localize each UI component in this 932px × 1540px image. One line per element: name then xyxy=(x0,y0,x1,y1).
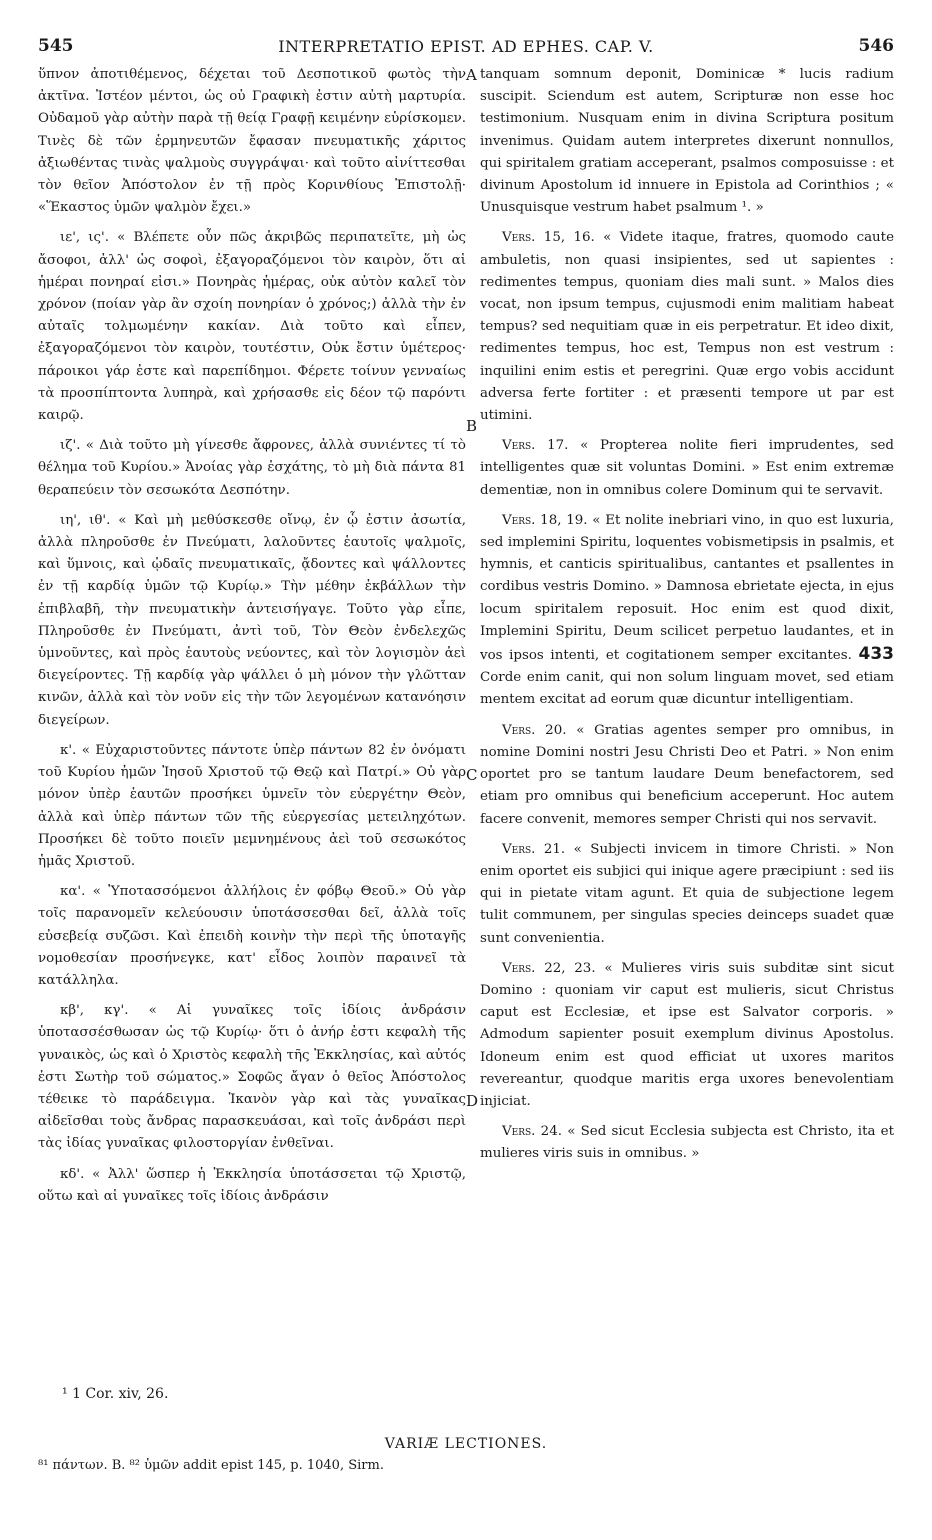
latin-text: « Gratias agentes semper pro omnibus, in nomine Domini nostri Jesu Christi Deo et Patri. » Non enim oportet pro se tantum laudare Deum benefactorem, sed etiam pro omnibus qui beneficium acceperunt. Hoc autem facere convenit, memores semper Christi qui nos servavit. xyxy=(480,722,894,827)
latin-paragraph xyxy=(480,839,894,950)
latin-paragraph xyxy=(480,1121,894,1165)
verse-label: Vers. 18, 19. xyxy=(502,512,588,528)
greek-paragraph: κα'. « Ὑποτασσόμενοι ἀλλήλοις ἐν φόβῳ Θεοῦ.» Οὐ γὰρ τοῖς παρανομεῖν κελεύουσιν ὑποτάσσεσθαι δεῖ, ἀλλὰ τοῖς εὐσεβείᾳ συζῶσι. Καὶ ἐπειδὴ κοινὴν τὴν περὶ τῆς ὑποταγῆς νομοθεσίαν προσήνεγκε, κατ' εἶδος λοιπὸν παραινεῖ τὰ κατάλληλα. xyxy=(38,884,466,988)
latin-column xyxy=(480,64,894,1174)
latin-text: « Propterea nolite fieri imprudentes, sed intelligentes quæ sit voluntas Domini. » Est enim extremæ dementiæ, non in omnibus colere Dominum qui te servavit. xyxy=(480,438,894,498)
latin-text: « Mulieres viris suis subditæ sint sicut Domino : quoniam vir caput est mulieris, sicut Christus caput est Ecclesiæ, et ipse est Salvator corporis. » Admodum sapienter posuit exemplum divinus Apostolus. Idoneum enim est quod efficiat ut uxores maritos revereantur, quodque maritis erga uxores benevolentiam injiciat. xyxy=(480,960,894,1109)
verse-label: Vers. 24. xyxy=(502,1124,562,1140)
greek-paragraph: ιζ'. « Διὰ τοῦτο μὴ γίνεσθε ἄφρονες, ἀλλὰ συνιέντες τί τὸ θέλημα τοῦ Κυρίου.» Ἀνοίας γὰρ ἐσχάτης, τὸ μὴ διὰ πάντα 81 θεραπεύειν τὸν σεσωκότα Δεσπότην. xyxy=(38,438,466,498)
latin-text: « Et nolite inebriari vino, in quo est luxuria, sed implemini Spiritu, loquentes vobismetipsis in psalmis, et hymnis, et canticis spiritualibus, cantantes et psallentes in cordibus vestris Domino. » Damnosa ebrietate ejecta, in ejus locum spiritalem reposuit. Hoc enim est quod dixit, Implemini Spiritu, Deum scilicet perpetuo laudantes, et in vos ipsos intenti, et cogitationem semper excitantes. xyxy=(480,512,894,664)
greek-paragraph: κβ', κγ'. « Αἱ γυναῖκες τοῖς ἰδίοις ἀνδράσιν ὑποτασσέσθωσαν ὡς τῷ Κυρίῳ· ὅτι ὁ ἀνήρ ἐστι κεφαλὴ τῆς γυναικὸς, ὡς καὶ ὁ Χριστὸς κεφαλὴ τῆς Ἐκκλησίας, καὶ αὐτός ἐστι Σωτὴρ τοῦ σώματος.» Σοφῶς ἄγαν ὁ θεῖος Ἀπόστολος τέθεικε τὸ παράδειγμα. Ἱκανὸν γὰρ καὶ τὰς γυναῖκας αἰδεῖσθαι τοὺς ἄνδρας παρασκευάσαι, καὶ τοῖς ἀνδράσι περὶ τὰς ἰδίας γυναῖκας φιλοστοργίαν ἐνθεῖναι. xyxy=(38,1003,466,1152)
greek-paragraph: ιε', ις'. « Βλέπετε οὖν πῶς ἀκριβῶς περιπατεῖτε, μὴ ὡς ἄσοφοι, ἀλλ' ὡς σοφοὶ, ἐξαγοραζόμενοι τὸν καιρὸν, ὅτι αἱ ἡμέραι πονηραί εἰσι.» Πονηρὰς ἡμέρας, οὐκ αὐτὸν καλεῖ τὸν χρόνον (ποίαν γὰρ ἂν σχοίη πονηρίαν ὁ χρόνος;) ἀλλὰ τὴν ἐν αὐταῖς τολμωμένην κακίαν. Διὰ τοῦτο καὶ εἶπεν, ἐξαγοραζόμενοι τὸν καιρὸν, τουτέστιν, Οὐκ ἔστιν ὑμέτερος· πάροικοι γάρ ἐστε καὶ παρεπίδημοι. Φέρετε τοίνυν γενναίως τὰ προσπίπτοντα λυπηρὰ, καὶ χρήσασθε εἰς δέον τῷ παρόντι καιρῷ. xyxy=(38,230,466,424)
variae-lectiones-title: VARIÆ LECTIONES. xyxy=(384,1436,548,1452)
greek-paragraph: ιη', ιθ'. « Καὶ μὴ μεθύσκεσθε οἴνῳ, ἐν ᾧ ἐστιν ἀσωτία, ἀλλὰ πληροῦσθε ἐν Πνεύματι, λαλοῦντες ἑαυτοῖς ψαλμοῖς, καὶ ὕμνοις, καὶ ᾠδαῖς πνευματικαῖς, ᾄδοντες καὶ ψάλλοντες ἐν τῇ καρδίᾳ ὑμῶν τῷ Κυρίῳ.» Τὴν μέθην ἐκβάλλων τὴν ἐπιβλαβῆ, τὴν πνευματικὴν ἀντεισήγαγε. Τοῦτο γὰρ εἶπε, Πληροῦσθε ἐν Πνεύματι, ἀντὶ τοῦ, Τὸν Θεὸν ἐνδελεχῶς ὑμνοῦντες, καὶ πρὸς ἑαυτοὺς νεύοντες, καὶ τὸν λογισμὸν ἀεὶ διεγείροντες. Τῇ καρδίᾳ γὰρ ψάλλει ὁ μὴ μόνον τὴν γλῶτταν κινῶν, ἀλλὰ καὶ τὸν νοῦν εἰς τὴν τῶν λεγομένων κατανόησιν διεγείρων. xyxy=(38,512,466,728)
running-header xyxy=(38,36,894,62)
latin-paragraph xyxy=(480,227,894,427)
migne-column-number: 433 xyxy=(858,644,894,665)
latin-text: « Videte itaque, fratres, quomodo caute ambuletis, non quasi insipientes, sed ut sapientes : redimentes tempus, quoniam dies mali sunt. » Malos dies vocat, non ipsum tempus, cujusmodi enim malitiam habeat tempus? sed nequitiam quæ in eis perpetratur. Et ideo dixit, redimentes tempus, hoc est, Tempus non est vestrum : inquilini enim estis et peregrini. Quæ ergo vobis accidunt adversa ferte fortiter : et præsenti tempore ut par est utimini. xyxy=(480,230,894,424)
greek-paragraph: ὕπνον ἀποτιθέμενος, δέχεται τοῦ Δεσποτικοῦ φωτὸς τὴν ἀκτῖνα. Ἰστέον μέντοι, ὡς οὐ Γραφικὴ ἐστιν αὐτὴ μαρτυρία. Οὐδαμοῦ γὰρ αὐτὴν παρὰ τῇ θείᾳ Γραφῇ κειμένην εὑρίσκομεν. Τινὲς δὲ τῶν ἑρμηνευτῶν ἔφασαν πνευματικῆς χάριτος ἀξιωθέντας τινὰς ψαλμοὺς συγγράψαι· καὶ τοῦτο αἰνίττεσθαι τὸν θεῖον Ἀπόστολον ἐν τῇ πρὸς Κορινθίους Ἐπιστολῇ· «Ἕκαστος ὑμῶν ψαλμὸν ἔχει.» xyxy=(38,67,466,216)
margin-letter-b: B xyxy=(466,417,478,435)
latin-paragraph xyxy=(480,510,894,712)
verse-label: Vers. 17. xyxy=(502,438,569,454)
margin-letter-a: A xyxy=(466,66,477,84)
latin-text: Corde enim canit, qui non solum linguam movet, sed etiam mentem excitat ad eorum quæ dicuntur intelligentiam. xyxy=(480,670,894,708)
variae-lectiones-text: ⁸¹ πάντων. B. ⁸² ὑμῶν addit epist 145, p. 1040, Sirm. xyxy=(38,1458,384,1473)
verse-label: Vers. 20. xyxy=(502,722,567,738)
latin-text: « Sed sicut Ecclesia subjecta est Christo, ita et mulieres viris suis in omnibus. » xyxy=(480,1124,894,1162)
latin-text: « Subjecti invicem in timore Christi. » Non enim oportet eis subjici qui inique agere præcipiunt : sed iis qui in pietate vitam agunt. Et quia de subjectione legem tulit communem, per singulas species deinceps suadet quæ sunt convenientia. xyxy=(480,841,894,946)
latin-paragraph: tanquam somnum deponit, Dominicæ * lucis radium suscipit. Sciendum est autem, Scripturæ non esse hoc testimonium. Nusquam enim in divina Scriptura positum invenimus. Quidam autem interpretes dixerunt nonnullos, qui spiritalem gratiam acceperant, psalmos composuisse : et divinum Apostolum id innuere in Epistola ad Corinthios ; « Unusquisque vestrum habet psalmum ¹. » xyxy=(480,67,894,216)
verse-label: Vers. 21. xyxy=(502,841,566,857)
latin-paragraph xyxy=(480,720,894,831)
greek-paragraph: κδ'. « Ἀλλ' ὥσπερ ἡ Ἐκκλησία ὑποτάσσεται τῷ Χριστῷ, οὕτω καὶ αἱ γυναῖκες τοῖς ἰδίοις ἀνδράσιν xyxy=(38,1166,466,1204)
greek-paragraph: κ'. « Εὐχαριστοῦντες πάντοτε ὑπὲρ πάντων 82 ἐν ὀνόματι τοῦ Κυρίου ἡμῶν Ἰησοῦ Χριστοῦ τῷ Θεῷ καὶ Πατρί.» Οὐ γὰρ μόνον ὑπὲρ ἑαυτῶν προσήκει ὑμνεῖν τὸν εὐεργέτην Θεὸν, ἀλλὰ καὶ ὑπὲρ πάντων τῶν τῆς εὐεργεσίας μετειληχότων. Προσήκει δὲ τοῦτο ποιεῖν μεμνημένους ἀεὶ τοῦ σεσωκότος ἡμᾶς Χριστοῦ. xyxy=(38,742,466,869)
verse-label: Vers. 15, 16. xyxy=(502,230,595,246)
greek-column xyxy=(38,64,466,1216)
margin-letter-c: C xyxy=(466,766,478,784)
running-title: INTERPRETATIO EPIST. AD EPHES. CAP. V. xyxy=(278,37,654,56)
latin-paragraph xyxy=(480,435,894,502)
margin-letter-d: D xyxy=(466,1092,479,1110)
page-number-left: 545 xyxy=(38,36,74,56)
page-number-right: 546 xyxy=(858,36,894,56)
latin-paragraph xyxy=(480,958,894,1113)
footnote: ¹ 1 Cor. xiv, 26. xyxy=(62,1386,169,1402)
verse-label: Vers. 22, 23. xyxy=(502,960,596,976)
